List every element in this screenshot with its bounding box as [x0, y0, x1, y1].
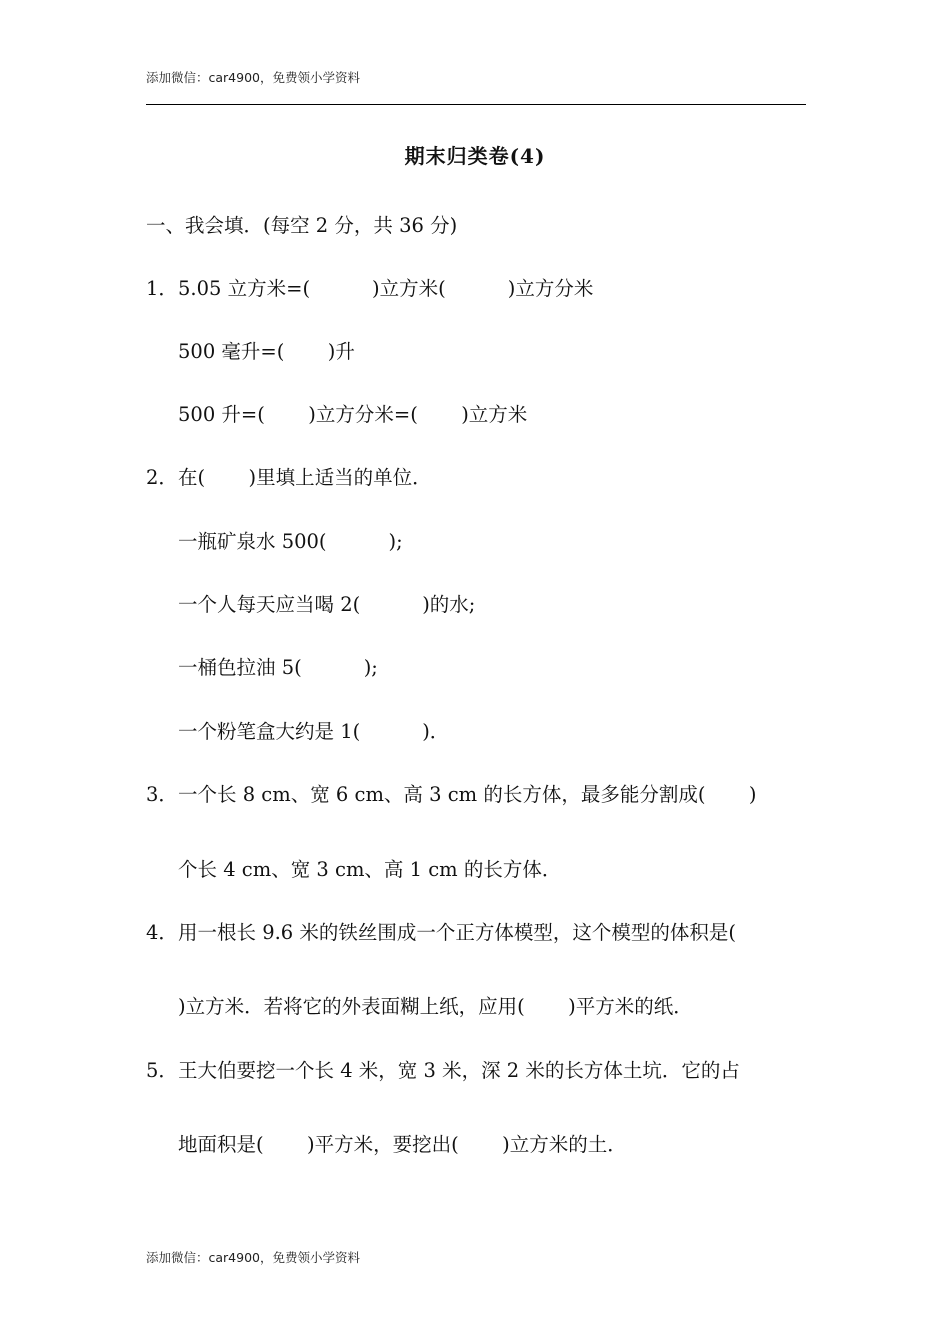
- footer-note: 添加微信：car4900，免费领小学资料: [146, 1250, 360, 1265]
- question-text: 一个长 8 cm、宽 6 cm、高 3 cm 的长方体，最多能分割成( ): [178, 783, 757, 806]
- question-number: 4．: [146, 921, 178, 944]
- header-note: 添加微信：car4900，免费领小学资料: [146, 70, 360, 85]
- question-text: 5.05 立方米=( )立方米( )立方分米: [178, 277, 594, 300]
- header-rule: [146, 104, 806, 105]
- question-4-line-1: [146, 923, 736, 943]
- question-4-line-2: )立方米．若将它的外表面糊上纸，应用( )平方米的纸．: [178, 995, 693, 1018]
- question-text: 王大伯要挖一个长 4 米，宽 3 米，深 2 米的长方体土坑．它的占: [178, 1059, 740, 1082]
- section-heading: 一、我会填．(每空 2 分，共 36 分): [146, 214, 458, 237]
- question-2-line-3: 一个人每天应当喝 2( )的水;: [178, 593, 476, 616]
- question-3-line-1: [146, 785, 756, 805]
- question-1-line-2: 500 毫升=( )升: [178, 340, 355, 363]
- question-2-line-2: 一瓶矿泉水 500( );: [178, 530, 403, 553]
- page-title: 期末归类卷(4): [404, 144, 546, 168]
- question-3-line-2: 个长 4 cm、宽 3 cm、高 1 cm 的长方体．: [178, 858, 562, 881]
- question-text: 用一根长 9.6 米的铁丝围成一个正方体模型，这个模型的体积是(: [178, 921, 737, 944]
- question-text: 在( )里填上适当的单位．: [178, 466, 432, 489]
- question-2-line-4: 一桶色拉油 5( );: [178, 656, 378, 679]
- question-1-line-3: 500 升=( )立方分米=( )立方米: [178, 403, 528, 426]
- question-number: 5．: [146, 1059, 178, 1082]
- question-5-line-2: 地面积是( )平方米，要挖出( )立方米的土．: [178, 1133, 627, 1156]
- question-2-line-1: [146, 468, 432, 488]
- question-2-line-5: 一个粉笔盒大约是 1( )．: [178, 720, 450, 743]
- question-1-line-1: [146, 279, 593, 299]
- question-number: 2．: [146, 466, 178, 489]
- question-number: 3．: [146, 783, 178, 806]
- question-5-line-1: [146, 1061, 740, 1081]
- question-number: 1．: [146, 277, 178, 300]
